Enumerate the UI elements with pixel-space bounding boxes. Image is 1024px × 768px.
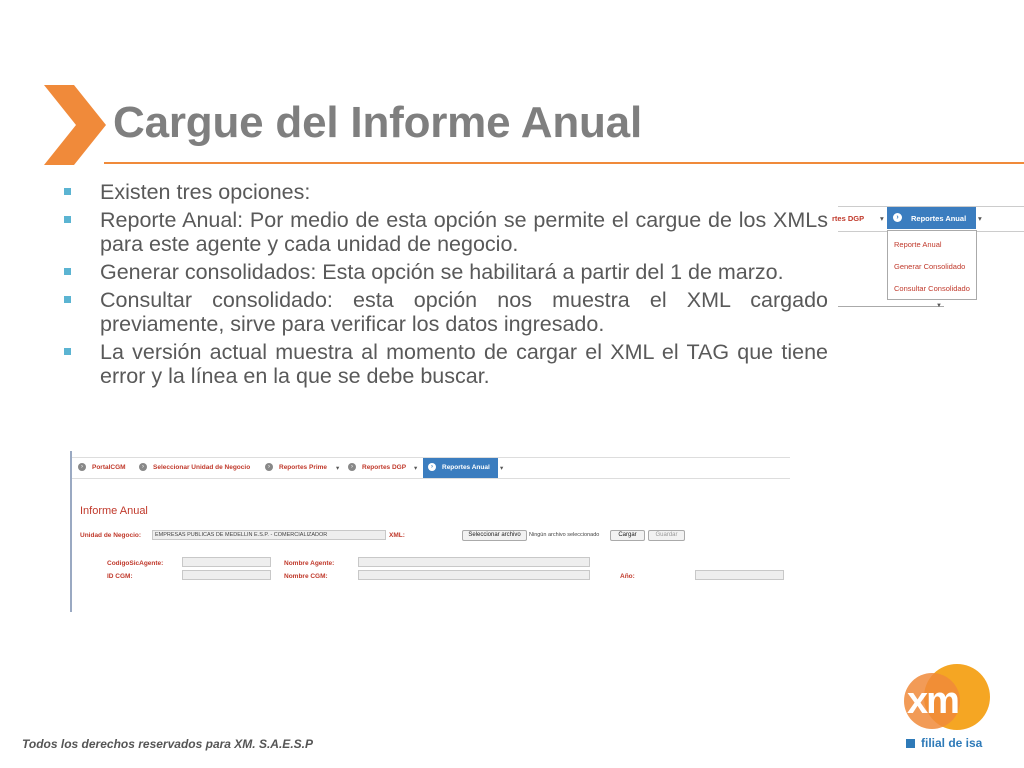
- logo-wordmark: xm: [907, 680, 958, 722]
- bullet-square-icon: [64, 188, 71, 195]
- file-status: Ningún archivo seleccionado: [529, 532, 600, 538]
- nav-bullet-icon: ›: [265, 463, 273, 471]
- select-file-button[interactable]: Seleccionar archivo: [462, 530, 527, 541]
- nav-item-reportes-prime[interactable]: Reportes Prime: [279, 464, 328, 471]
- cargar-button[interactable]: Cargar: [610, 530, 645, 541]
- bullet-item: Existen tres opciones:: [60, 180, 828, 204]
- caret-down-icon: ▼: [936, 303, 942, 309]
- bullet-list: [60, 180, 828, 392]
- menu-item-reportes-dgp[interactable]: rtes DGP: [832, 214, 865, 223]
- chevron-right-icon: ›: [428, 463, 436, 471]
- caret-down-icon: ▾: [978, 214, 982, 223]
- tagline-square-icon: [906, 739, 915, 748]
- nombre-cgm-field[interactable]: [358, 570, 590, 580]
- xml-label: XML:: [389, 532, 405, 539]
- bullet-square-icon: [64, 296, 71, 303]
- dropdown-item-consultar-consolidado[interactable]: Consultar Consolidado: [894, 284, 970, 293]
- codigo-agente-label: CodigoSicAgente:: [107, 560, 164, 567]
- unidad-select[interactable]: EMPRESAS PUBLICAS DE MEDELLIN E.S.P. - COMERCIALIZADOR: [152, 530, 386, 540]
- bullet-square-icon: [64, 348, 71, 355]
- bullet-square-icon: [64, 216, 71, 223]
- caret-down-icon: ▾: [880, 214, 884, 223]
- nav-item-portalcgm[interactable]: PortalCGM: [92, 464, 126, 471]
- guardar-button[interactable]: Guardar: [648, 530, 685, 541]
- nombre-agente-field[interactable]: [358, 557, 590, 567]
- caret-down-icon: ▾: [500, 465, 504, 472]
- id-cgm-label: ID CGM:: [107, 573, 133, 580]
- title-chevron-icon: [44, 85, 106, 165]
- slide-title: Cargue del Informe Anual: [113, 98, 642, 147]
- select-underline: [838, 306, 944, 307]
- menu-item-reportes-anual[interactable]: › Reportes Anual: [887, 207, 976, 229]
- anio-field[interactable]: [695, 570, 784, 580]
- anio-label: Año:: [620, 573, 635, 580]
- nav-item-seleccionar-unidad[interactable]: Seleccionar Unidad de Negocio: [153, 464, 251, 471]
- menu-dropdown: [887, 230, 977, 300]
- nav-bullet-icon: ›: [348, 463, 356, 471]
- dropdown-item-reporte-anual[interactable]: Reporte Anual: [894, 240, 942, 249]
- codigo-agente-field[interactable]: [182, 557, 271, 567]
- bullet-item: Consultar consolidado: esta opción nos muestra el XML cargado previamente, sirve para verificar los datos ingresado.: [60, 288, 828, 336]
- bullet-item: La versión actual muestra al momento de cargar el XML el TAG que tiene error y la línea en la que se debe buscar.: [60, 340, 828, 388]
- nombre-cgm-label: Nombre CGM:: [284, 573, 328, 580]
- title-divider: [104, 162, 1024, 164]
- chevron-right-icon: ›: [893, 213, 902, 222]
- unidad-label: Unidad de Negocio:: [80, 532, 142, 539]
- caret-down-icon: ▾: [414, 465, 418, 472]
- nombre-agente-label: Nombre Agente:: [284, 560, 335, 567]
- nav-bullet-icon: ›: [139, 463, 147, 471]
- page-heading: Informe Anual: [80, 505, 148, 517]
- footer-copyright: Todos los derechos reservados para XM. S.A.E.S.P: [22, 737, 313, 751]
- logo-tagline: filial de isa: [906, 736, 982, 750]
- app-nav-bar: [72, 457, 790, 479]
- id-cgm-field[interactable]: [182, 570, 271, 580]
- menu-screenshot: [832, 206, 1024, 314]
- nav-item-reportes-anual[interactable]: › Reportes Anual: [423, 458, 498, 478]
- app-screenshot: [70, 451, 790, 612]
- dropdown-item-generar-consolidado[interactable]: Generar Consolidado: [894, 262, 966, 271]
- nav-bullet-icon: ›: [78, 463, 86, 471]
- caret-down-icon: ▾: [336, 465, 340, 472]
- bullet-square-icon: [64, 268, 71, 275]
- bullet-item: Generar consolidados: Esta opción se habilitará a partir del 1 de marzo.: [60, 260, 828, 284]
- bullet-item: Reporte Anual: Por medio de esta opción se permite el cargue de los XMLs para este agente y cada unidad de negocio.: [60, 208, 828, 256]
- nav-item-reportes-dgp[interactable]: Reportes DGP: [362, 464, 407, 471]
